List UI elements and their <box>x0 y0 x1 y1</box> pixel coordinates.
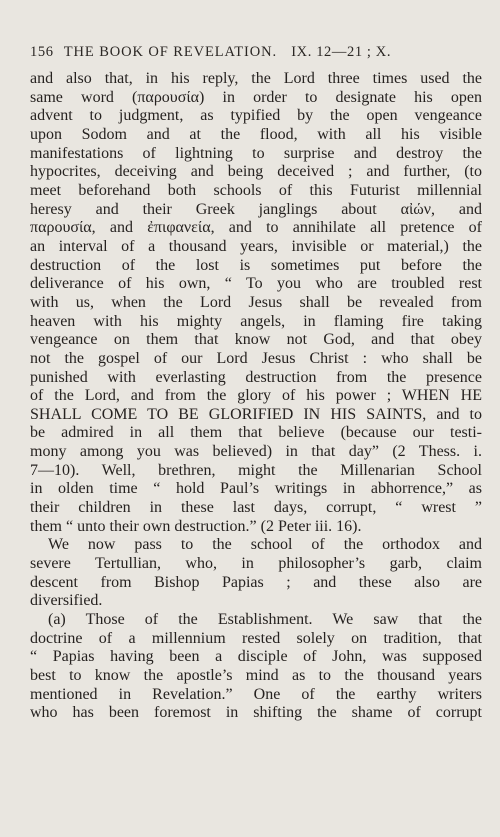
text-line: advent to judgment, as typified by the open vengeance <box>30 107 482 125</box>
text-line: hypocrites, deceiving and being deceived ; and further, (to <box>30 163 482 181</box>
text-line: their children in these last days, corrupt, “ wrest ” <box>30 499 482 517</box>
text-line: SHALL COME TO BE GLORIFIED IN HIS SAINTS, and to <box>30 405 482 423</box>
text-line: doctrine of a millennium rested solely on tradition, that <box>30 629 482 647</box>
text-line: diversified. <box>30 592 103 610</box>
text-line: upon Sodom and at the flood, with all his visible <box>30 125 482 143</box>
text-line: “ Papias having been a disciple of John, was supposed <box>30 648 482 666</box>
text-line: παρουσία, and ἐπιφανεία, and to annihilate all pretence of <box>30 219 482 237</box>
text-line: manifestations of lightning to surprise and destroy the <box>30 144 482 162</box>
text-line: (a) Those of the Establishment. We saw that the <box>48 611 482 629</box>
text-line: severe Tertullian, who, in philosopher’s garb, claim <box>30 555 482 573</box>
text-line: same word (παρουσία) in order to designate his open <box>30 88 482 106</box>
running-title: THE BOOK OF REVELATION. <box>63 44 278 60</box>
text-line: mony among you was believed) in that day” (2 Thess. i. <box>30 443 482 461</box>
text-line: punished with everlasting destruction from the presence <box>30 368 482 386</box>
text-line: best to know the apostle’s mind as to the thousand years <box>30 667 482 684</box>
text-line: heresy and their Greek janglings about αἰών, and <box>30 200 482 218</box>
text-line: who has been foremost in shifting the shame of corrupt <box>30 704 482 722</box>
paragraph-1 <box>30 70 482 536</box>
text-line: and also that, in his reply, the Lord three times used the <box>30 70 482 87</box>
paragraph-3 <box>30 611 482 723</box>
page-body <box>30 70 482 723</box>
chapter-reference: IX. 12—21 ; X. <box>291 44 392 60</box>
text-line: 7—10). Well, brethren, might the Millenarian School <box>30 461 482 479</box>
text-line: vengeance on them that know not God, and that obey <box>30 331 482 349</box>
text-line: descent from Bishop Papias ; and these also are <box>30 573 482 591</box>
text-line: deliverance of his own, “ To you who are troubled rest <box>30 275 482 293</box>
running-header <box>30 44 480 61</box>
text-line: of the Lord, and from the glory of his power ; WHEN HE <box>30 387 482 405</box>
text-line: with us, when the Lord Jesus shall be revealed from <box>30 293 482 311</box>
text-line: We now pass to the school of the orthodox and <box>48 536 482 554</box>
text-line: not the gospel of our Lord Jesus Christ : who shall be <box>30 349 482 367</box>
text-line: be admired in all them that believe (because our testi- <box>30 424 482 442</box>
text-line: them “ unto their own destruction.” (2 Peter iii. 16). <box>30 517 362 535</box>
text-line: destruction of the lost is sometimes put before the <box>30 256 482 274</box>
text-line: heaven with his mighty angels, in flaming fire taking <box>30 312 482 330</box>
text-line: mentioned in Revelation.” One of the earthy writers <box>30 685 482 703</box>
page-number: 156 <box>30 44 54 60</box>
text-line: an interval of a thousand years, invisible or material,) the <box>30 237 482 255</box>
paragraph-2 <box>30 536 482 611</box>
text-line: in olden time “ hold Paul’s writings in abhorrence,” as <box>30 480 482 498</box>
text-line: meet beforehand both schools of this Futurist millennial <box>30 181 482 199</box>
